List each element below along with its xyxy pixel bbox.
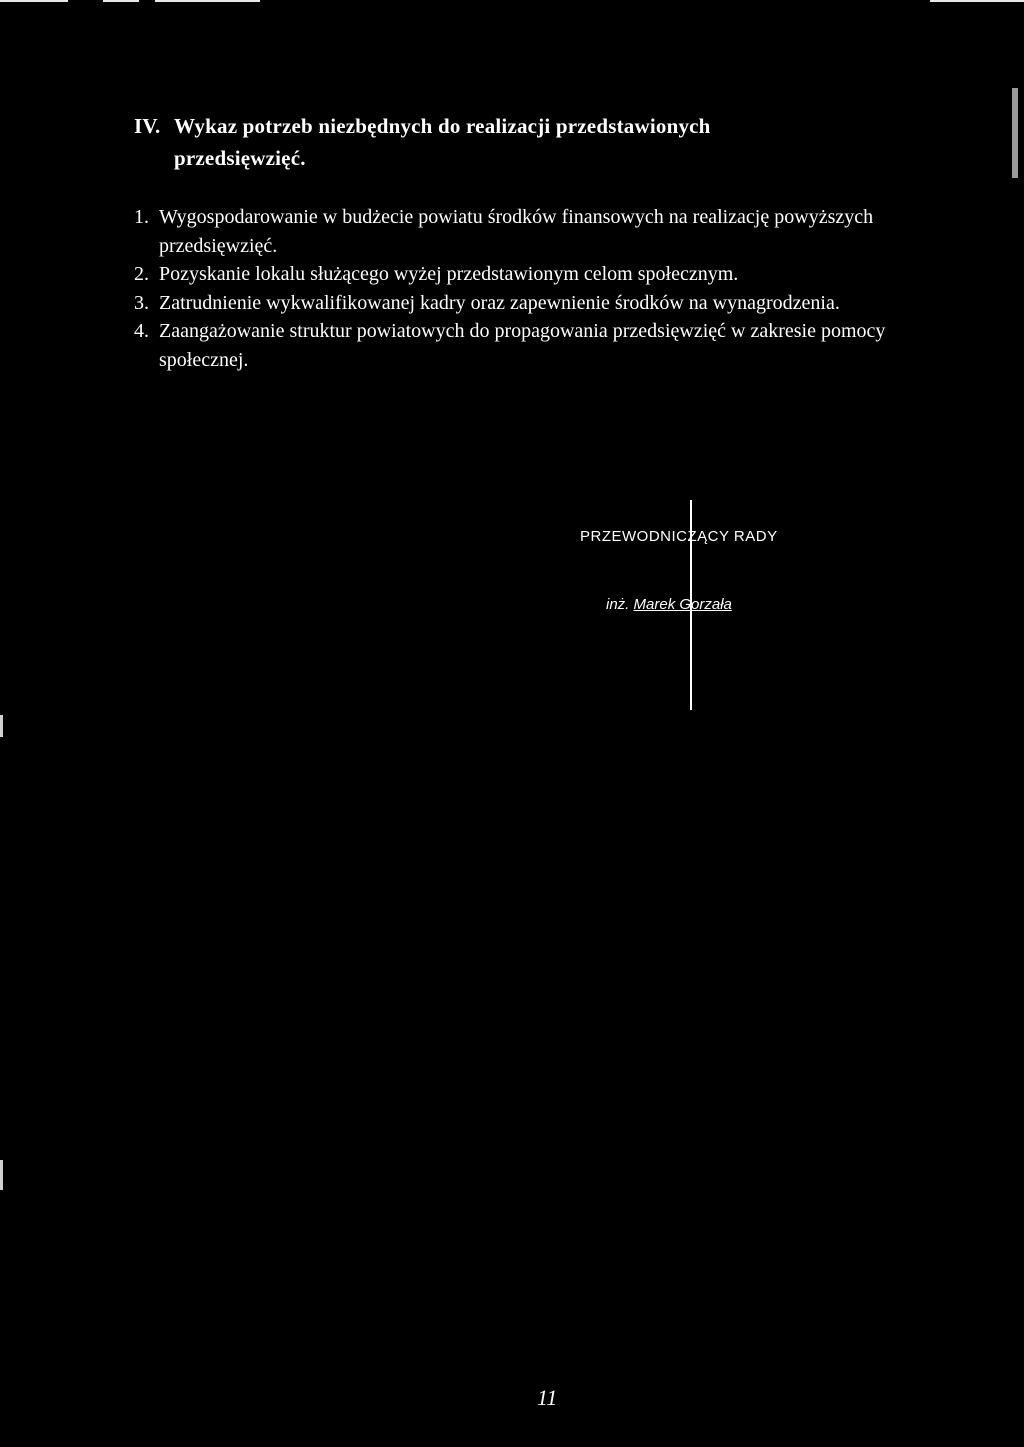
scan-edge-mark xyxy=(103,0,139,2)
list-item-text: Wygospodarowanie w budżecie powiatu środków finansowych na realizację powyższych przedsięwzięć. xyxy=(159,206,874,257)
needs-list xyxy=(134,203,914,374)
page-number: 11 xyxy=(537,1385,558,1410)
list-item-number: 2. xyxy=(134,263,149,285)
list-item-text: Pozyskanie lokalu służącego wyżej przedstawionym celom społecznym. xyxy=(159,263,739,285)
signatory-full-name: Marek Gorzała xyxy=(633,596,732,613)
list-item xyxy=(134,203,914,260)
scan-edge-mark xyxy=(930,0,1024,2)
list-item xyxy=(134,289,914,318)
section-number: IV. xyxy=(134,114,161,138)
scan-edge-mark xyxy=(0,715,3,737)
list-item-number: 3. xyxy=(134,291,149,314)
list-item-text: Zaangażowanie struktur powiatowych do propagowania przedsięwzięć w zakresie pomocy społecznej. xyxy=(159,320,886,371)
section-title-line1: Wykaz potrzeb niezbędnych do realizacji przedstawionych xyxy=(174,114,711,138)
list-item-text: Zatrudnienie wykwalifikowanej kadry oraz zapewnienie środków na wynagrodzenia. xyxy=(159,291,840,314)
list-item xyxy=(134,317,914,374)
list-item xyxy=(134,260,914,289)
scan-edge-mark xyxy=(0,0,68,2)
signatory-role: PRZEWODNICZĄCY RADY xyxy=(580,528,778,545)
section-title-line2: przedsięwzięć. xyxy=(174,146,306,170)
list-item-number: 1. xyxy=(134,206,149,228)
section-heading xyxy=(134,110,894,174)
scan-edge-mark xyxy=(155,0,260,2)
scan-edge-mark xyxy=(0,1160,3,1190)
signature-stamp xyxy=(570,500,830,710)
list-item-number: 4. xyxy=(134,320,149,342)
signatory-name xyxy=(606,596,732,613)
signatory-title: inż. xyxy=(606,596,630,613)
scan-edge-mark xyxy=(1012,88,1018,178)
